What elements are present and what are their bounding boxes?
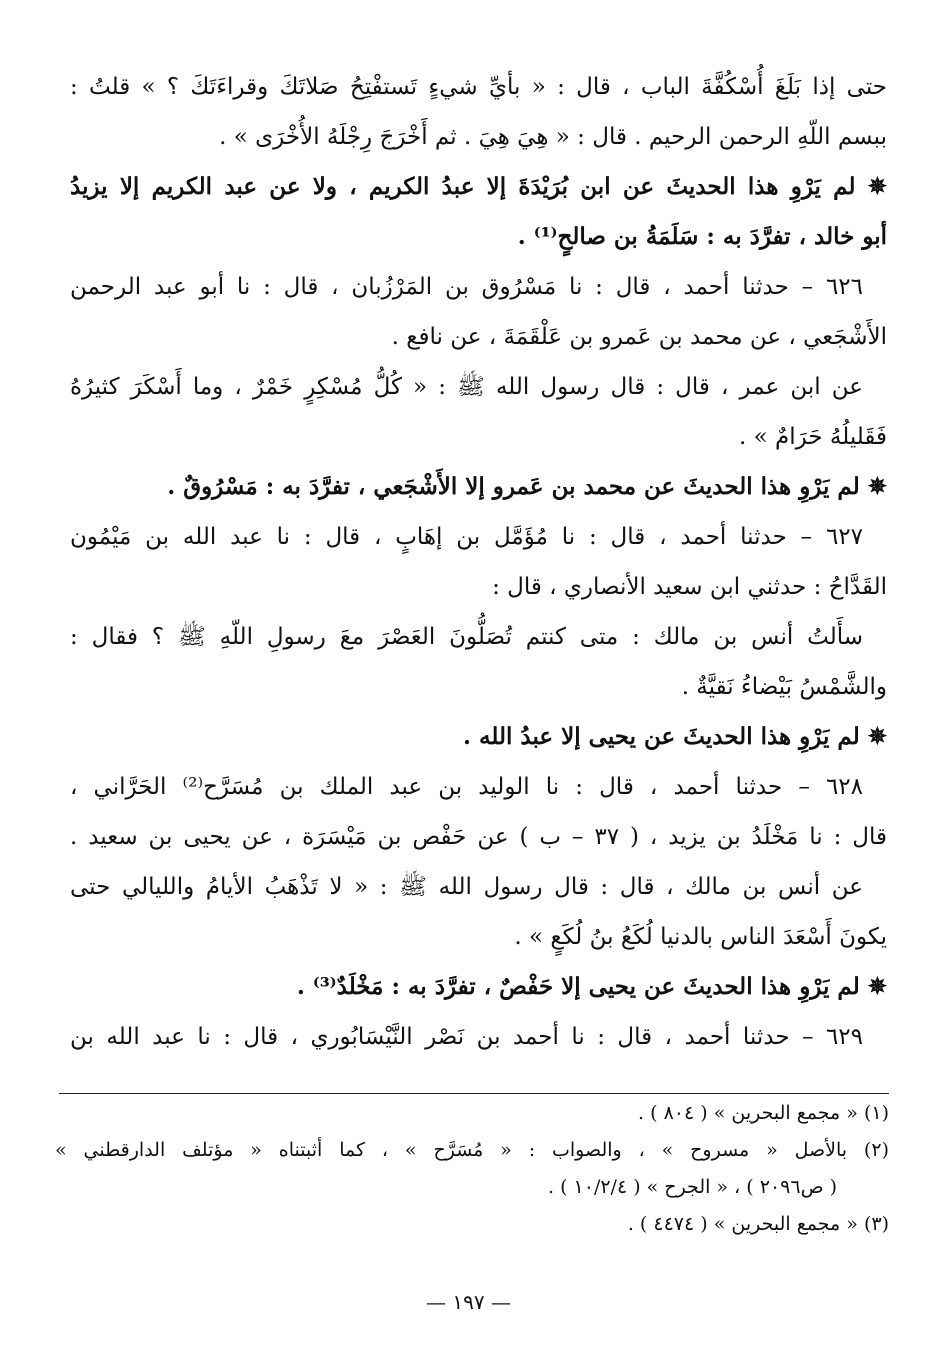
main-text (70, 62, 887, 1062)
text-line: القَدَّاحُ : حدثني ابن سعيد الأنصاري ، قال : (492, 574, 887, 600)
text-line: فَقَليلُهُ حَرَامٌ » . (739, 424, 887, 450)
narrator-note: ✵ لم يَرْوِ هذا الحديثَ عن يحيى إلا عبدُ الله . (463, 723, 887, 750)
text-line: حتى إذا بَلَغَ أُسْكُفَّةَ الباب ، قال : « بأيِّ شيءٍ تَستفْتِحُ صَلاتَكَ وقراءَتَكَ ؟ » قلتُ : (70, 74, 887, 100)
text-line: ببسم اللّهِ الرحمن الرحيم . قال : « هِيَ هِيَ . ثم أَخْرَجَ رِجْلَهُ الأُخْرَى » . (219, 124, 887, 150)
hadith-627: ٦٢٧ – حدثنا أحمد ، قال : نا مُؤَمَّل بن إهَابٍ ، قال : نا عبد الله بن مَيْمُون (70, 524, 863, 550)
narrator-note: ✵ لم يَرْوِ هذا الحديثَ عن محمد بن عَمرو إلا الأَشْجَعي ، تفرَّدَ به : مَسْرُوقٌ . (167, 473, 887, 500)
narrator-note: ✵ لم يَرْوِ هذا الحديثَ عن يحيى إلا حَفْصٌ ، تفرَّدَ به : مَخْلَدٌ⁽³⁾ . (296, 973, 887, 1000)
footnote-divider (59, 1093, 889, 1094)
text-line: عن ابن عمر ، قال : قال رسول الله ﷺ : « كُلُّ مُسْكِرٍ خَمْرٌ ، وما أَسْكَرَ كثيرُهُ (70, 374, 863, 400)
footnote-1: (١) « مجمع البحرين » ( ٨٠٤ ) . (638, 1102, 889, 1124)
text-line: سأَلتُ أنس بن مالك : متى كنتم تُصَلُّونَ العَصْرَ معَ رسولِ اللّهِ ﷺ ؟ فقال : (70, 624, 863, 650)
narrator-note: أبو خالد ، تفرَّدَ به : سَلَمَةُ بن صالحٍ⁽¹⁾ . (517, 223, 887, 250)
text-line: قال : نا مَخْلَدُ بن يزيد ، ( ٣٧ – ب ) عن حَفْص بن مَيْسَرَة ، عن يحيى بن سعيد . (70, 824, 887, 850)
hadith-628: ٦٢٨ – حدثنا أحمد ، قال : نا الوليد بن عبد الملك بن مُسَرَّح⁽²⁾ الحَرَّاني ، (70, 774, 863, 800)
text-line: الأَشْجَعي ، عن محمد بن عَمرو بن عَلْقَمَةَ ، عن نافع . (391, 324, 887, 350)
footnote-3: (٣) « مجمع البحرين » ( ٤٤٧٤ ) . (627, 1213, 889, 1235)
text-line: يكونَ أَسْعَدَ الناس بالدنيا لُكَعُ بنُ لُكَعٍ » . (514, 924, 887, 950)
text-line: عن أنس بن مالك ، قال : قال رسول الله ﷺ : « لا تَذْهَبُ الأيامُ والليالي حتى (70, 874, 863, 900)
page-number: — ١٩٧ — (426, 1290, 511, 1314)
text-line: والشَّمْسُ بَيْضاءُ نَقيَّةٌ . (681, 674, 887, 700)
narrator-note: ✵ لم يَرْوِ هذا الحديثَ عن ابن بُرَيْدَةَ إلا عبدُ الكريم ، ولا عن عبد الكريم إلا يزيدُ (70, 173, 887, 200)
footnotes (55, 1095, 889, 1243)
hadith-629: ٦٢٩ – حدثنا أحمد ، قال : نا أحمد بن نَصْر النَّيْسَابُوري ، قال : نا عبد الله بن (70, 1024, 863, 1050)
hadith-626: ٦٢٦ – حدثنا أحمد ، قال : نا مَسْرُوق بن المَرْزُبان ، قال : نا أبو عبد الرحمن (70, 274, 863, 300)
footnote-2-continued: ( ص٢٠٩٦ ) ، « الجرح » ( ١٠/٢/٤ ) . (548, 1176, 837, 1198)
footnote-2: (٢) بالأصل « مسروح » ، والصواب : « مُسَرَّح » ، كما أثبتناه « مؤتلف الدارقطني » (55, 1139, 889, 1161)
